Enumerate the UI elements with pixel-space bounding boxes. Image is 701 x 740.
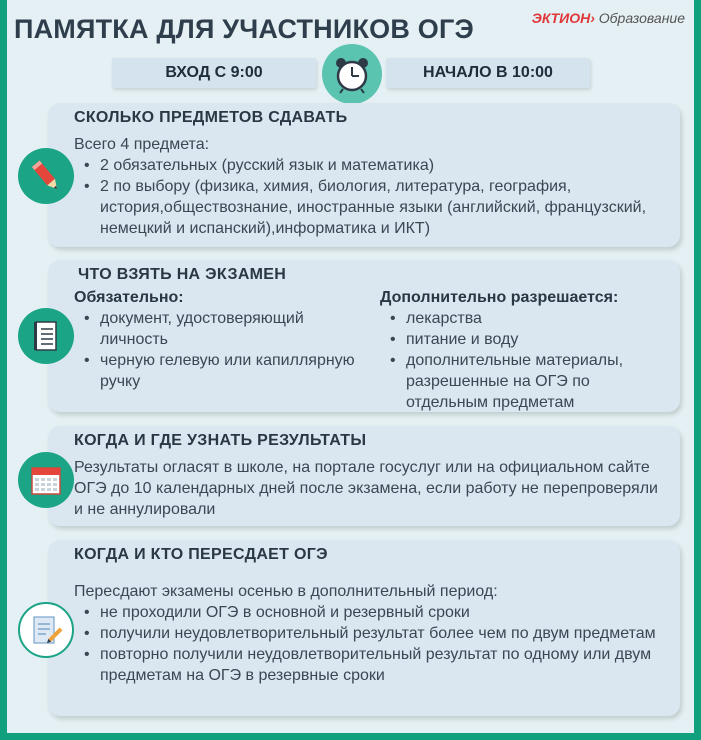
- list-item: • документ, удостоверяющий личность: [74, 308, 374, 350]
- document-edit-icon: [18, 602, 74, 658]
- list-item: • 2 обязательных (русский язык и математика): [74, 155, 666, 176]
- retake-heading: КОГДА И КТО ПЕРЕСДАЕТ ОГЭ: [74, 546, 328, 563]
- checklist-icon: [18, 308, 74, 364]
- results-card: [48, 426, 680, 526]
- take-heading: ЧТО ВЗЯТЬ НА ЭКЗАМЕН: [78, 266, 287, 283]
- list-item: • 2 по выбору (физика, химия, биология, литература, география, история,обществознание, иностранные языки (английский, французский, немецкий и испанский),информатика и ИКТ): [74, 176, 666, 239]
- results-heading: КОГДА И ГДЕ УЗНАТЬ РЕЗУЛЬТАТЫ: [74, 432, 367, 449]
- retake-card: [48, 540, 680, 716]
- results-text: Результаты огласят в школе, на портале госуслуг или на официальном сайте ОГЭ до 10 календарных дней после экзамена, если работу не перепроверяли и не аннулировали: [74, 459, 658, 518]
- brand-logo: [532, 10, 685, 26]
- list-item: • дополнительные материалы, разрешенные на ОГЭ по отдельным предметам: [380, 350, 666, 413]
- brand-tagline: Образование: [598, 10, 685, 26]
- list-item: • не проходили ОГЭ в основной и резервный сроки: [74, 602, 666, 623]
- retake-list: [74, 602, 666, 686]
- subjects-card: [48, 103, 680, 247]
- required-title: Обязательно:: [74, 289, 184, 306]
- list-item: • получили неудовлетворительный результат более чем по двум предметам: [74, 623, 666, 644]
- retake-intro: Пересдают экзамены осенью в дополнительный период:: [74, 583, 498, 600]
- required-list: [74, 308, 374, 392]
- alarm-clock-icon: [322, 44, 382, 104]
- list-item: • повторно получили неудовлетворительный результат по одному или двум предметам на ОГЭ в резервные сроки: [74, 644, 666, 686]
- allowed-title: Дополнительно разрешается:: [380, 289, 619, 306]
- subjects-list: [74, 155, 666, 239]
- start-time-label: НАЧАЛО В 10:00: [386, 58, 590, 88]
- subjects-heading: СКОЛЬКО ПРЕДМЕТОВ СДАВАТЬ: [74, 109, 348, 126]
- allowed-list: [380, 308, 666, 413]
- take-card: [48, 260, 680, 412]
- list-item: • питание и воду: [380, 329, 666, 350]
- subjects-intro: Всего 4 предмета:: [74, 136, 210, 153]
- brand-name: ЭКТИОН›: [531, 10, 595, 26]
- entry-time-label: ВХОД С 9:00: [112, 58, 316, 88]
- list-item: • лекарства: [380, 308, 666, 329]
- list-item: • черную гелевую или капиллярную ручку: [74, 350, 374, 392]
- page-title: ПАМЯТКА ДЛЯ УЧАСТНИКОВ ОГЭ: [14, 14, 474, 44]
- pencil-icon: [18, 148, 74, 204]
- calendar-icon: [18, 452, 74, 508]
